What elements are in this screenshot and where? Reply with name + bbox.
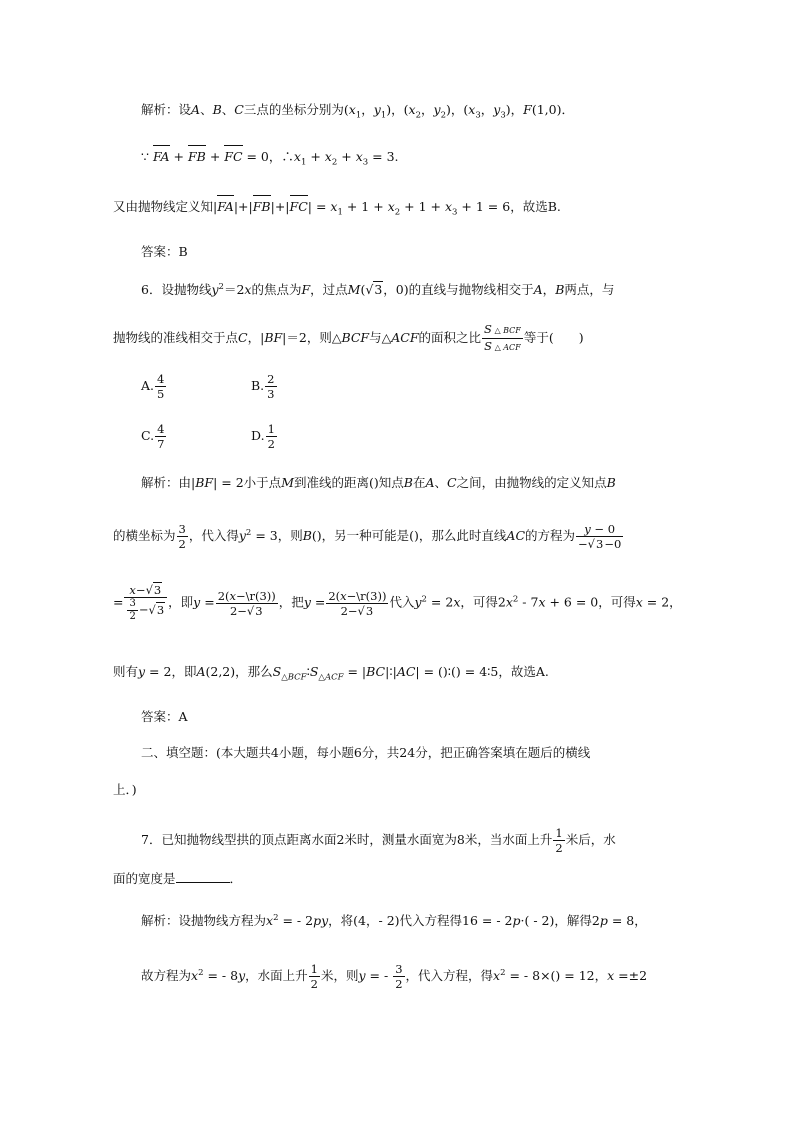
q7-solution-line-2: 故方程为$x^2$ = - 8y，水面上升 $\frac{1}{2}$ 米，则y = - $\frac{3}{2}$ ，代入方程，得$x^2$ = - 8×() = 12，x =±2 bbox=[141, 962, 648, 991]
q6-answer bbox=[141, 708, 188, 726]
answer-label: 答案： bbox=[141, 244, 179, 259]
q6-stem-line-2: 抛物线的准线相交于点C，|BF|＝2，则△BCF与△ACF的面积之比 $\frac{\text{S △ BCF}}{\text{S △ ACF}}$ 等于( ) bbox=[113, 322, 584, 353]
q5-solution-line-1: 解析：设A、B、C三点的坐标分别为($x_1$，$y_1$)，($x_2$，$y_2$)，($x_3$，$y_3$)，F(1,0)． bbox=[141, 102, 574, 121]
line-slope-fraction: $\frac{y - 0}{-√3-0}$ bbox=[578, 522, 622, 551]
denominator: 2 bbox=[267, 437, 275, 451]
q6-solution-line-4: 则有y = 2，即A(2,2)，那么$S_{\triangle BCF}∶S_{\triangle ACF}$ = |BC|∶|AC| = ()∶() = 4∶5，故选A. bbox=[113, 664, 549, 683]
q6-option-d bbox=[251, 422, 278, 451]
option-fraction bbox=[155, 422, 166, 451]
numerator: 2 bbox=[267, 372, 275, 386]
answer-value: A bbox=[178, 709, 188, 724]
q5-answer bbox=[141, 243, 188, 261]
q6-option-b bbox=[251, 372, 278, 401]
q6-solution-line-3: = x−√3 $\frac{3}{2}$ −√3 ，即y = $\frac{2(x-\backslash r(3))}{2-√3}$ ，把y = $\frac{2(x-\backslash r(3))}{2-√3}$ 代入$y^2 = 2x$，可得$2x^2 - 7x + 6 = 0$，可得x = 2， bbox=[113, 583, 682, 622]
option-fraction bbox=[266, 422, 277, 451]
option-fraction bbox=[265, 372, 276, 401]
q6-solution-line-2: 的横坐标为 $\frac{3}{2}$ ，代入得$y^2 = 3$，则B()，另一种可能是()，那么此时直线AC的方程为 $\frac{y - 0}{-√3-0}$ bbox=[113, 522, 622, 551]
solution-label: 解析： bbox=[141, 913, 179, 928]
solution-label: 解析： bbox=[141, 102, 179, 117]
answer-label: 答案： bbox=[141, 709, 179, 724]
q7-stem-line-2: 面的宽度是 ． bbox=[113, 871, 243, 886]
option-label: A. bbox=[141, 378, 155, 393]
option-label: D. bbox=[251, 428, 265, 443]
q7-solution-line-1: 解析：设抛物线方程为$x^2$ = - 2py，将(4，- 2)代入方程得16 = - 2p·( - 2)，解得2p = 8， bbox=[141, 912, 647, 928]
section-2-heading-line-2: 上．) bbox=[113, 782, 137, 797]
q6-option-a bbox=[141, 372, 167, 401]
numerator: 1 bbox=[267, 422, 275, 436]
answer-blank[interactable] bbox=[176, 870, 230, 883]
q7-stem-line-1: 7．已知抛物线型拱的顶点距离水面2米时，测量水面宽为8米，当水面上升 $\frac{1}{2}$ 米后，水 bbox=[141, 826, 616, 855]
denominator: 3 bbox=[267, 387, 275, 401]
denominator: 7 bbox=[157, 437, 165, 451]
q6-solution-line-1: 解析：由|BF| = 2小于点M到准线的距离()知点B在A、C之间，由抛物线的定义知点B bbox=[141, 475, 616, 490]
denominator: 5 bbox=[157, 387, 165, 401]
q5-solution-line-3: 又由抛物线定义知$|FA|+|FB|+|FC| = x_1 + 1 + x_2 + 1 + x_3 + 1 = 6$，故选B. bbox=[113, 199, 561, 218]
q6-stem-line-1: 6．设抛物线$y^2=2x$的焦点为F，过点M(√3，0)的直线与抛物线相交于A，B两点，与 bbox=[141, 281, 615, 297]
numerator: 4 bbox=[157, 372, 165, 386]
answer-value: B bbox=[178, 244, 188, 259]
option-label: C. bbox=[141, 428, 155, 443]
area-ratio-fraction: $\frac{\text{S △ BCF}}{\text{S △ ACF}}$ bbox=[484, 322, 521, 353]
section-2-heading-line-1: 二、填空题：(本大题共4小题，每小题6分，共24分，把正确答案填在题后的横线 bbox=[141, 745, 591, 760]
option-label: B. bbox=[251, 378, 265, 393]
q5-solution-line-2: ∵ FA + FB + FC = 0，$\therefore x_1 + x_2 + x_3 = 3$. bbox=[141, 149, 399, 168]
option-fraction bbox=[155, 372, 166, 401]
solution-label: 解析： bbox=[141, 475, 179, 490]
q6-option-c bbox=[141, 422, 167, 451]
numerator: 4 bbox=[157, 422, 165, 436]
